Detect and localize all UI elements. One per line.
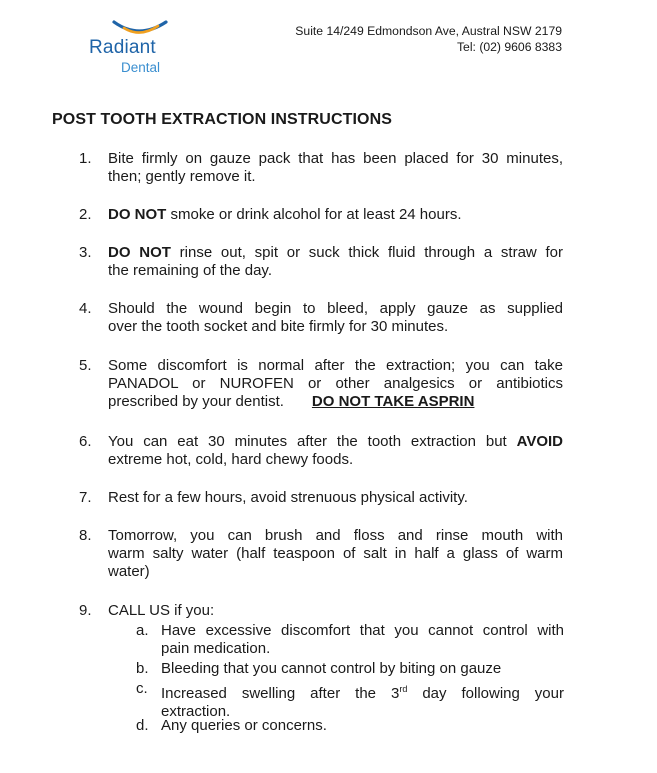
- sub-item-text-line: extraction.: [161, 703, 231, 720]
- phone: Tel: (02) 9606 8383: [456, 40, 562, 54]
- warning-underlined: DO NOT TAKE ASPRIN: [311, 393, 475, 410]
- item-text-line: Should the wound begin to bleed, apply gauze as supplied: [108, 300, 563, 317]
- item-text-line: PANADOL or NUROFEN or other analgesics or antibiotics: [108, 375, 563, 392]
- avoid-emphasis: AVOID: [516, 433, 563, 450]
- item-text-line: extreme hot, cold, hard chewy foods.: [108, 451, 354, 468]
- sub-item-letter: d.: [136, 717, 149, 734]
- logo-word-dental: Dental: [121, 60, 161, 75]
- item-number: 5.: [79, 357, 92, 374]
- item-text-line: water): [108, 563, 150, 580]
- radiant-dental-logo: [84, 16, 184, 78]
- item-number: 3.: [79, 244, 92, 261]
- item-text: smoke or drink alcohol for at least 24 hours.: [166, 206, 462, 223]
- sub-item-text: Increased swelling after the 3: [161, 685, 400, 702]
- do-not-emphasis: DO NOT: [108, 206, 167, 223]
- ordinal-superscript: rd: [399, 684, 408, 694]
- item-text: You can eat 30 minutes after the tooth extraction but: [108, 433, 517, 450]
- item-text-line: Bite firmly on gauze pack that has been placed for 30 minutes,: [108, 150, 563, 167]
- item-text: rinse out, spit or suck thick fluid through a straw for: [170, 244, 563, 261]
- item-number: 8.: [79, 527, 92, 544]
- sub-item-text-line: Bleeding that you cannot control by biting on gauze: [161, 660, 502, 677]
- item-text-line: Rest for a few hours, avoid strenuous physical activity.: [108, 489, 468, 506]
- sub-item-letter: a.: [136, 622, 149, 639]
- item-text-line: Some discomfort is normal after the extraction; you can take: [108, 357, 563, 374]
- item-number: 2.: [79, 206, 92, 223]
- item-number: 4.: [79, 300, 92, 317]
- item-text-line: over the tooth socket and bite firmly for 30 minutes.: [108, 318, 449, 335]
- sub-item-text: day following your: [407, 685, 564, 702]
- contact-block: [295, 23, 562, 55]
- sub-item-letter: b.: [136, 660, 149, 677]
- item-text-line: the remaining of the day.: [108, 262, 272, 279]
- do-not-emphasis: DO NOT: [108, 244, 171, 261]
- address: Suite 14/249 Edmondson Ave, Austral NSW 2179: [295, 24, 562, 38]
- logo-word-radiant: Radiant: [89, 37, 156, 58]
- sub-item-letter: c.: [136, 680, 148, 697]
- item-text-line: warm salty water (half teaspoon of salt in half a glass of warm: [108, 545, 563, 562]
- item-number: 9.: [79, 602, 92, 619]
- item-text-line: Tomorrow, you can brush and floss and rinse mouth with: [108, 527, 563, 544]
- item-number: 1.: [79, 150, 92, 167]
- item-text-line: then; gently remove it.: [108, 168, 256, 185]
- sub-item-text-line: Any queries or concerns.: [161, 717, 327, 734]
- item-number: 7.: [79, 489, 92, 506]
- item-text: prescribed by your dentist.: [108, 393, 284, 410]
- sub-item-text-line: Have excessive discomfort that you cannot control with: [161, 622, 564, 639]
- item-text-line: CALL US if you:: [108, 602, 215, 619]
- item-number: 6.: [79, 433, 92, 450]
- page-title: POST TOOTH EXTRACTION INSTRUCTIONS: [52, 111, 393, 128]
- sub-item-text-line: pain medication.: [161, 640, 271, 657]
